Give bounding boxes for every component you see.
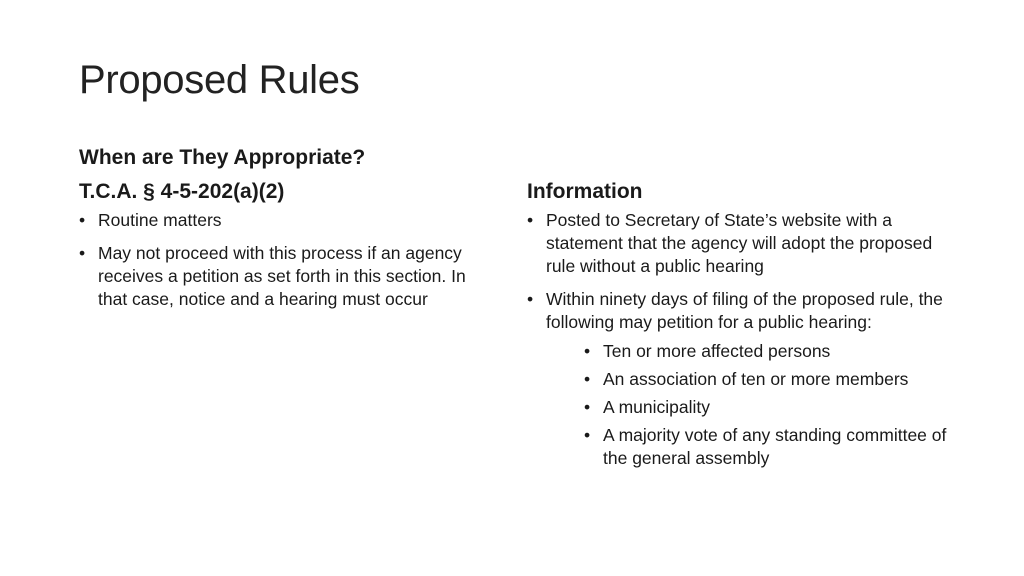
sub-bullet-standing-committee: • A majority vote of any standing committee of the general assembly xyxy=(584,424,947,470)
right-heading: Information xyxy=(527,180,643,203)
slide-title: Proposed Rules xyxy=(79,58,360,102)
sub-bullet-municipality: • A municipality xyxy=(584,396,947,419)
right-bullet-ninety-days xyxy=(527,288,947,470)
left-heading: When are They Appropriate? xyxy=(79,146,366,169)
right-sub-bullet-list xyxy=(546,340,947,470)
left-bullet-list xyxy=(79,209,499,311)
sub-bullet-association: • An association of ten or more members xyxy=(584,368,947,391)
right-bullet-list xyxy=(527,209,947,470)
sub-bullet-affected-persons: • Ten or more affected persons xyxy=(584,340,947,363)
right-bullet-posted: • Posted to Secretary of State’s website with a statement that the agency will adopt the proposed rule without a public hearing xyxy=(527,209,947,278)
right-column xyxy=(527,177,947,480)
right-bullet-ninety-days-text: Within ninety days of filing of the proposed rule, the following may petition for a public hearing: xyxy=(546,289,943,332)
left-subheading: T.C.A. § 4-5-202(a)(2) xyxy=(79,180,285,203)
left-bullet-petition: • May not proceed with this process if an agency receives a petition as set forth in this section. In that case, notice and a hearing must occur xyxy=(79,242,499,311)
left-bullet-routine: • Routine matters xyxy=(79,209,499,232)
left-column xyxy=(79,143,499,321)
